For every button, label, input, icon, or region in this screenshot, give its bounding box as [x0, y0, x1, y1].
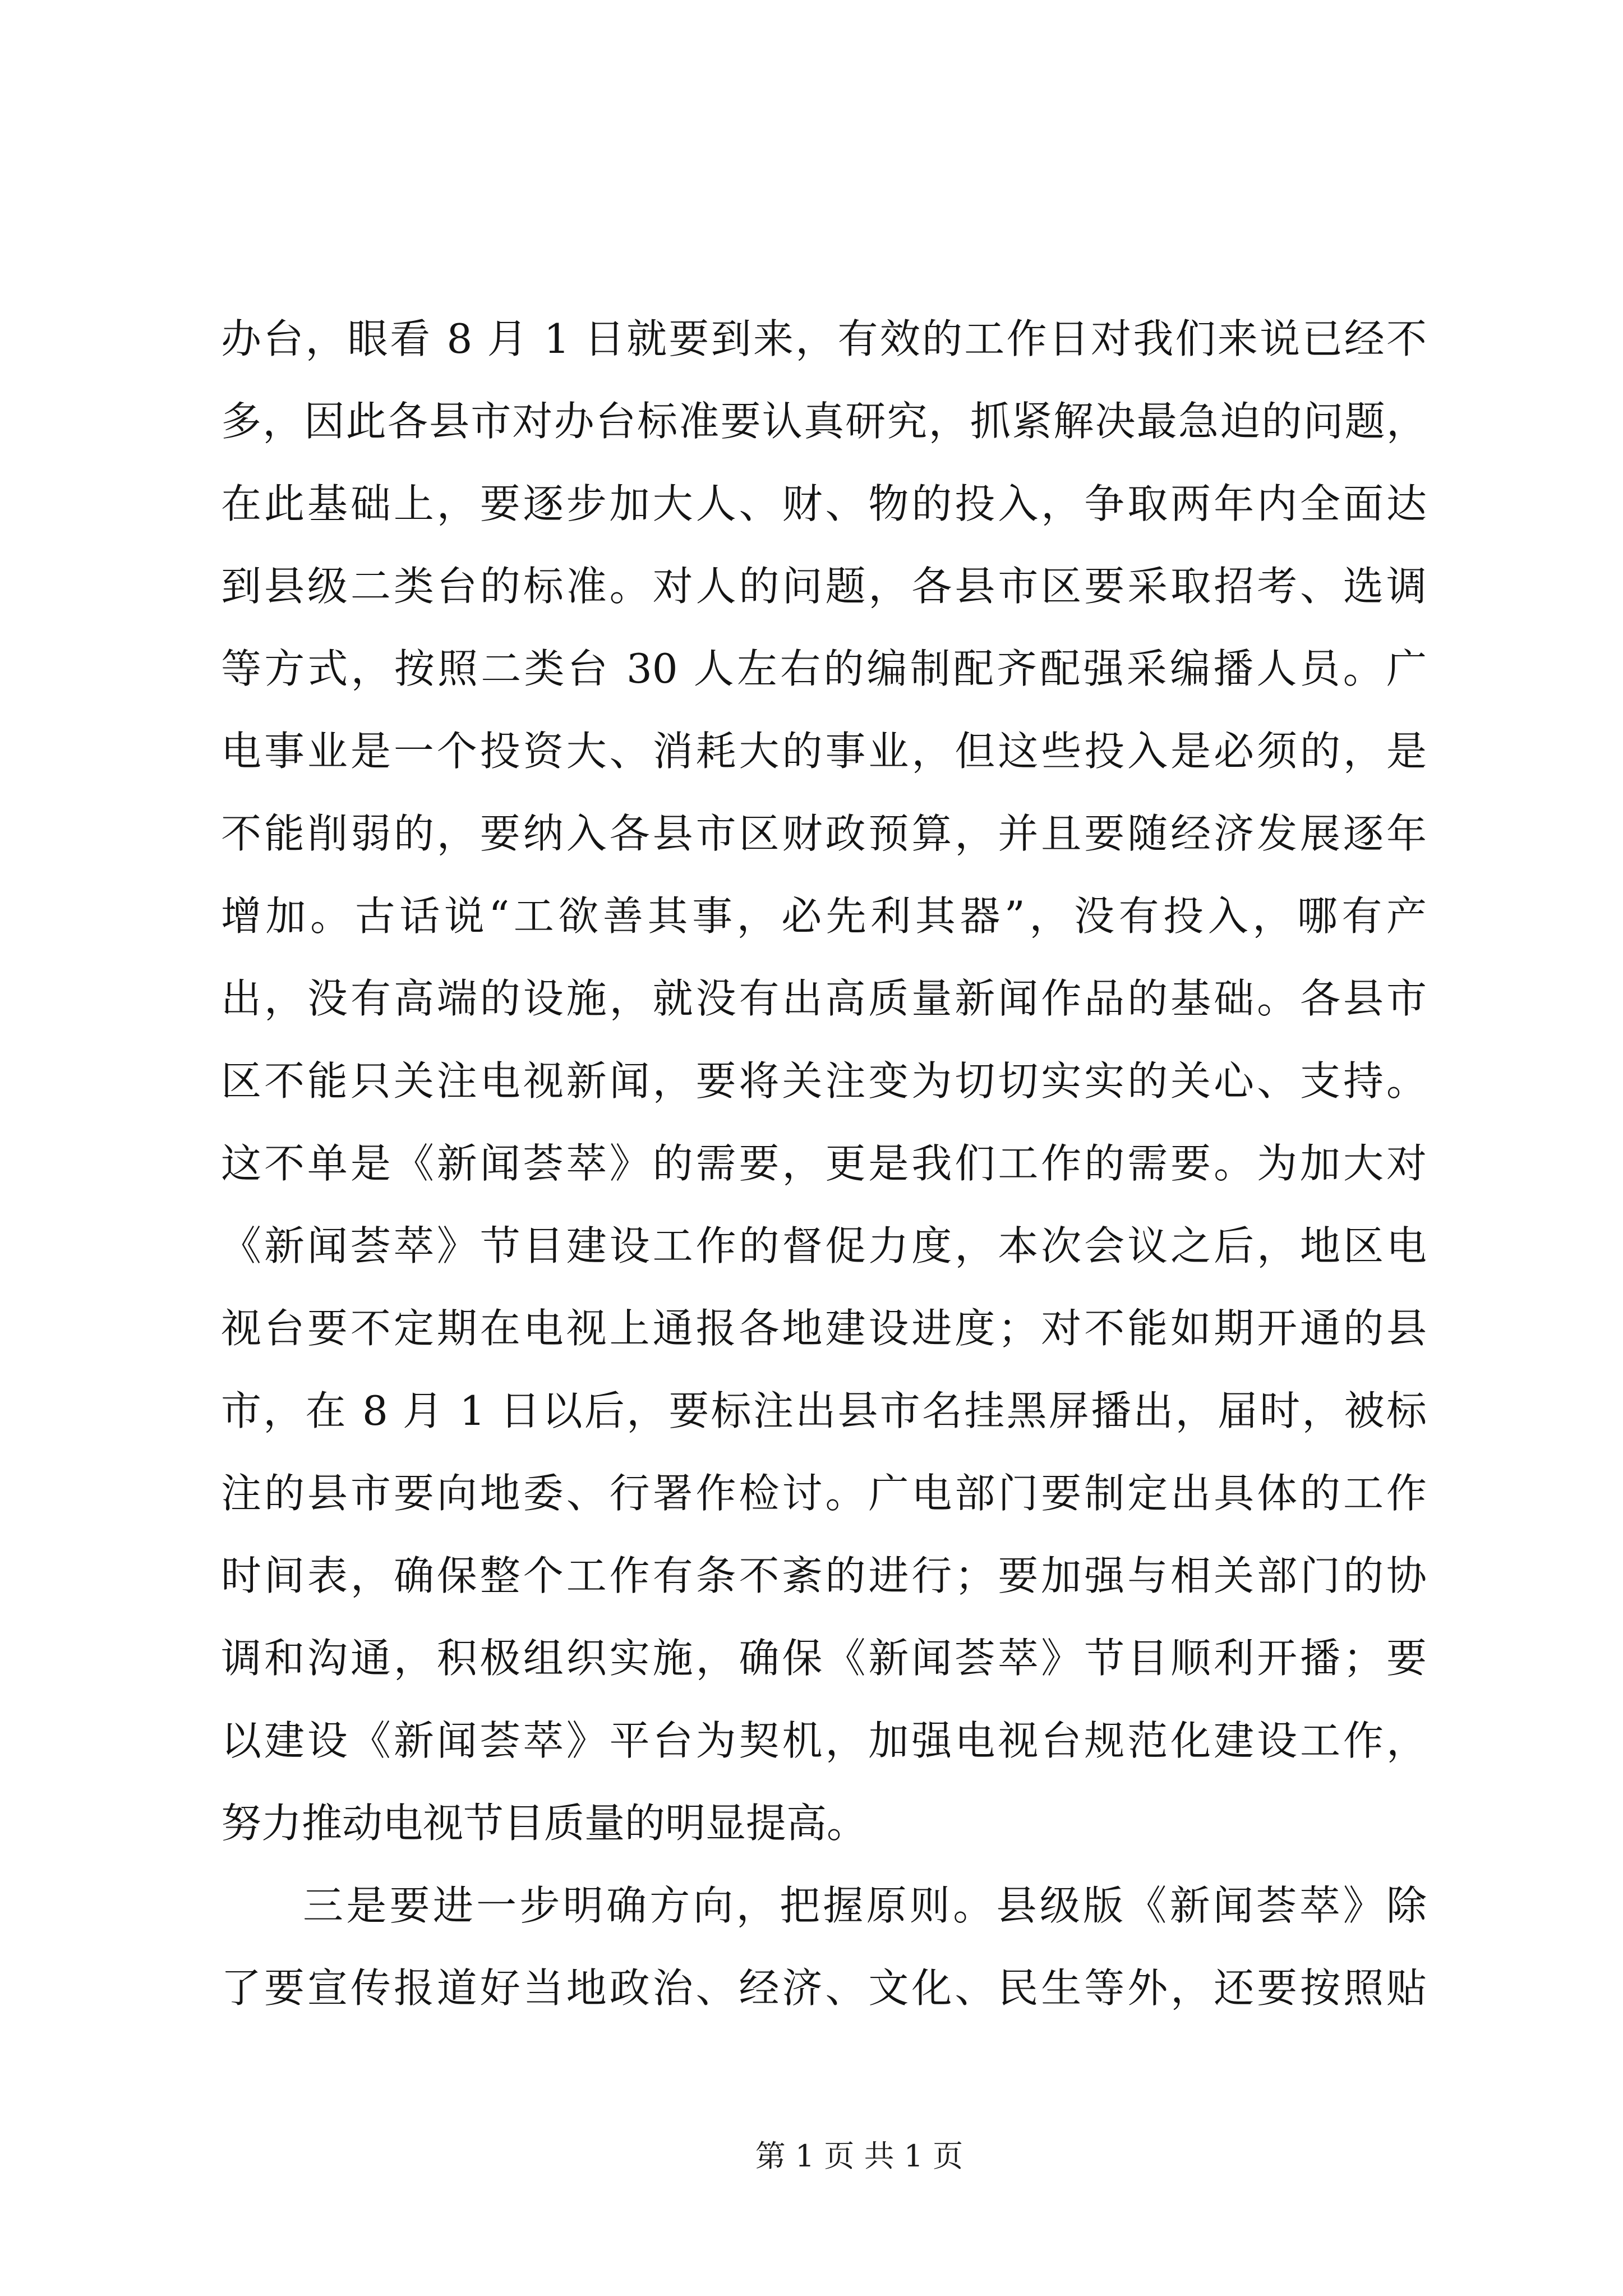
- paragraph: [221, 298, 1427, 1865]
- body-line: 区不能只关注电视新闻，要将关注变为切切实实的关心、支持。: [221, 1057, 1427, 1105]
- body-line: 视台要不定期在电视上通报各地建设进度；对不能如期开通的县: [221, 1305, 1427, 1352]
- body-line: 努力推动电视节目质量的明显提高。: [221, 1800, 868, 1847]
- page-number: 第 1 页 共 1 页: [755, 2138, 963, 2174]
- body-line: 办台，眼看 8 月 1 日就要到来，有效的工作日对我们来说已经不: [221, 315, 1427, 362]
- body-line: 等方式，按照二类台 30 人左右的编制配齐配强采编播人员。广: [221, 645, 1427, 692]
- paragraph: [221, 1865, 1427, 2030]
- body-line: 《新闻荟萃》节目建设工作的督促力度，本次会议之后，地区电: [221, 1222, 1427, 1269]
- body-line: 调和沟通，积极组织实施，确保《新闻荟萃》节目顺利开播；要: [221, 1635, 1427, 1682]
- body-line: 不能削弱的，要纳入各县市区财政预算，并且要随经济发展逐年: [221, 810, 1427, 857]
- body-line: 以建设《新闻荟萃》平台为契机，加强电视台规范化建设工作，: [221, 1717, 1427, 1764]
- body-line: 三是要进一步明确方向，把握原则。县级版《新闻荟萃》除: [303, 1882, 1427, 1929]
- body-line: 在此基础上，要逐步加大人、财、物的投入，争取两年内全面达: [221, 480, 1427, 527]
- body-line: 了要宣传报道好当地政治、经济、文化、民生等外，还要按照贴: [221, 1964, 1427, 2012]
- body-line: 到县级二类台的标准。对人的问题，各县市区要采取招考、选调: [221, 563, 1427, 610]
- body-line: 电事业是一个投资大、消耗大的事业，但这些投入是必须的，是: [221, 728, 1427, 775]
- body-line: 这不单是《新闻荟萃》的需要，更是我们工作的需要。为加大对: [221, 1140, 1427, 1187]
- page-footer: [755, 2139, 963, 2173]
- body-line: 注的县市要向地委、行署作检讨。广电部门要制定出具体的工作: [221, 1470, 1427, 1517]
- document-body: [221, 298, 1427, 2030]
- body-line: 市，在 8 月 1 日以后，要标注出县市名挂黑屏播出，届时，被标: [221, 1387, 1427, 1434]
- body-line: 增加。古话说“工欲善其事，必先利其器”，没有投入，哪有产: [221, 892, 1427, 940]
- body-line: 出，没有高端的设施，就没有出高质量新闻作品的基础。各县市: [221, 975, 1427, 1022]
- body-line: 时间表，确保整个工作有条不紊的进行；要加强与相关部门的协: [221, 1552, 1427, 1599]
- body-line: 多，因此各县市对办台标准要认真研究，抓紧解决最急迫的问题，: [221, 398, 1427, 445]
